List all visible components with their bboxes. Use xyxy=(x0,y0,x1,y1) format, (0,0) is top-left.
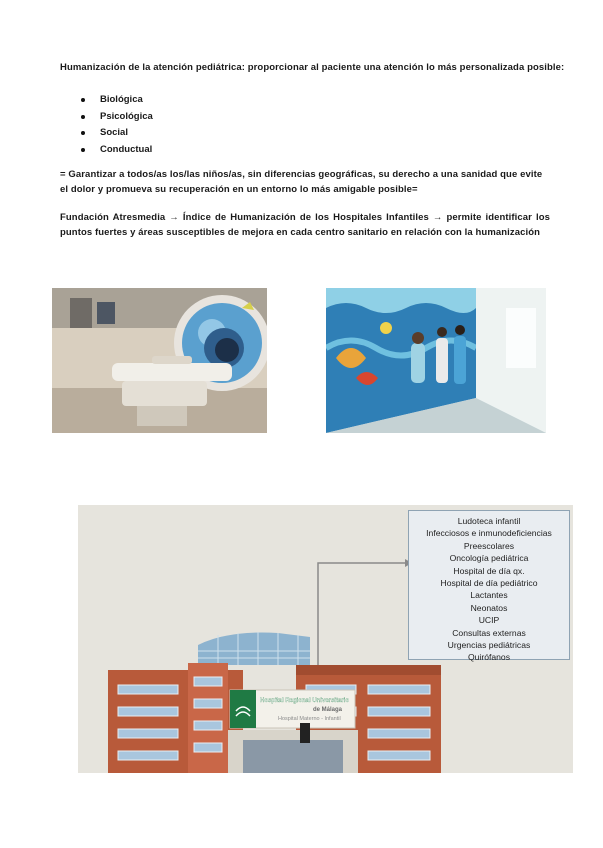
service-item: Neonatos xyxy=(470,602,508,613)
mri-scanner-photo xyxy=(52,288,267,433)
list-item: Biológica xyxy=(78,92,153,109)
service-item: Preescolares xyxy=(463,540,515,551)
sign-line-3: Hospital Materno - Infantil xyxy=(278,716,341,722)
foundation-paragraph: Fundación Atresmedia → Índice de Humanización de los Hospitales Infantiles → permite identificar los puntos fuertes y áreas susceptibles de mejora en cada centro sanitario en relación con la humanización xyxy=(60,212,550,238)
service-item: Hospital de día qx. xyxy=(453,565,525,576)
service-item: Infecciosos e inmunodeficiencias xyxy=(426,528,552,539)
list-item: Psicológica xyxy=(78,109,153,126)
service-item: Ludoteca infantil xyxy=(457,516,521,526)
hospital-corridor-mural-photo xyxy=(326,288,546,433)
sign-line-1: Hospital Regional Universitario xyxy=(260,698,350,704)
goal-paragraph: = Garantizar a todos/as los/las niños/as, sin diferencias geográficas, su derecho a una sanidad que evite el dolor y promueva su recuperación en un entorno lo más amigable posible= xyxy=(60,169,543,195)
service-item: Lactantes xyxy=(470,590,508,601)
service-item: Urgencias pediátricas xyxy=(447,640,531,651)
list-item: Conductual xyxy=(78,142,153,159)
services-box xyxy=(408,510,570,663)
service-item: Oncología pediátrica xyxy=(449,553,529,564)
service-item: UCIP xyxy=(478,615,500,626)
service-item: Hospital de día pediátrico xyxy=(440,578,538,589)
intro-paragraph: Humanización de la atención pediátrica: proporcionar al paciente una atención lo más personalizada posible: xyxy=(60,62,565,73)
service-item: Consultas externas xyxy=(452,627,526,638)
service-item: Quirófanos xyxy=(467,652,511,663)
sign-line-2: de Málaga xyxy=(313,707,343,713)
aspects-list xyxy=(78,92,153,158)
list-item: Social xyxy=(78,125,153,142)
